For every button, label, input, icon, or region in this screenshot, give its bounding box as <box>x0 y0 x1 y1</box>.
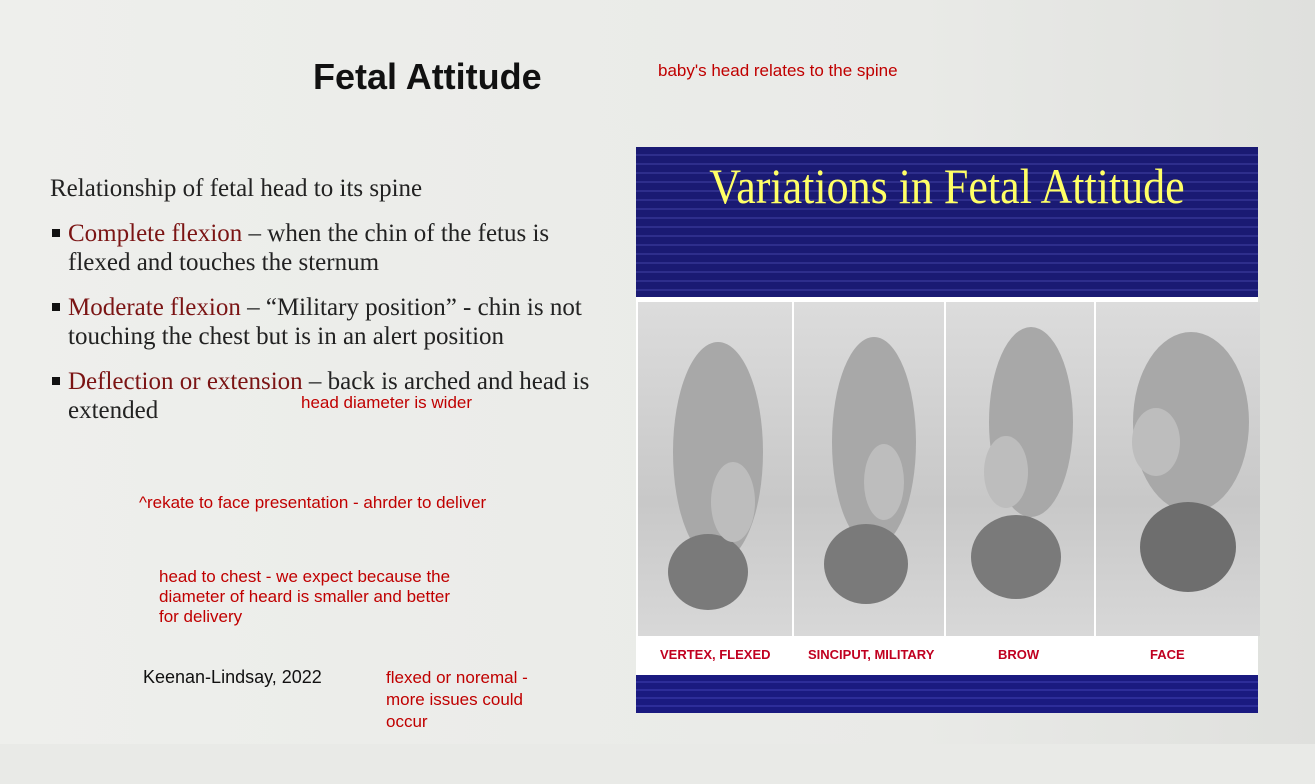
bullet-square-icon <box>52 229 60 237</box>
bullet-text: – when the chin of the fetus is flexed and touches the sternum <box>68 220 550 276</box>
fetus-brow-image <box>944 302 1094 636</box>
figure-banner <box>636 147 1258 297</box>
label-sinciput-military: SINCIPUT, MILITARY <box>808 647 935 662</box>
slide-title: Fetal Attitude <box>313 56 542 97</box>
figure-labels <box>636 639 1258 669</box>
fetal-attitude-figure <box>636 147 1258 713</box>
bullet-moderate-flexion <box>50 293 610 351</box>
bullet-text: – back is arched and head is extended <box>68 368 590 424</box>
citation: Keenan-Lindsay, 2022 <box>143 667 322 687</box>
note-top: baby's head relates to the spine <box>658 61 898 80</box>
fetus-sinciput-military-image <box>792 302 944 636</box>
bullet-term: Deflection or extension <box>68 368 303 395</box>
note-face-presentation: ^rekate to face presentation - ahrder to deliver <box>139 493 487 512</box>
bullet-term: Moderate flexion <box>68 294 241 321</box>
bullet-complete-flexion <box>50 219 610 277</box>
label-vertex-flexed: VERTEX, FLEXED <box>660 647 771 662</box>
label-face: FACE <box>1150 647 1185 662</box>
intro-text: Relationship of fetal head to its spine <box>50 175 423 202</box>
note-head-to-chest: head to chest - we expect because the diameter of heard is smaller and better for delivery <box>159 567 451 626</box>
bullet-term: Complete flexion <box>68 220 243 247</box>
figure-footer-bar <box>636 675 1258 713</box>
bullet-square-icon <box>52 377 60 385</box>
fetus-face-image <box>1094 302 1260 636</box>
figure-title: Variations in Fetal Attitude <box>709 158 1185 214</box>
note-diameter: head diameter is wider <box>301 393 473 412</box>
bullet-text: – “Military position” - chin is not touching the chest but is in an alert position <box>68 294 582 350</box>
bullet-square-icon <box>52 303 60 311</box>
note-flexed: flexed or noremal - more issues could occur <box>386 668 528 731</box>
fetus-vertex-flexed-image <box>636 302 792 636</box>
label-brow: BROW <box>998 647 1040 662</box>
